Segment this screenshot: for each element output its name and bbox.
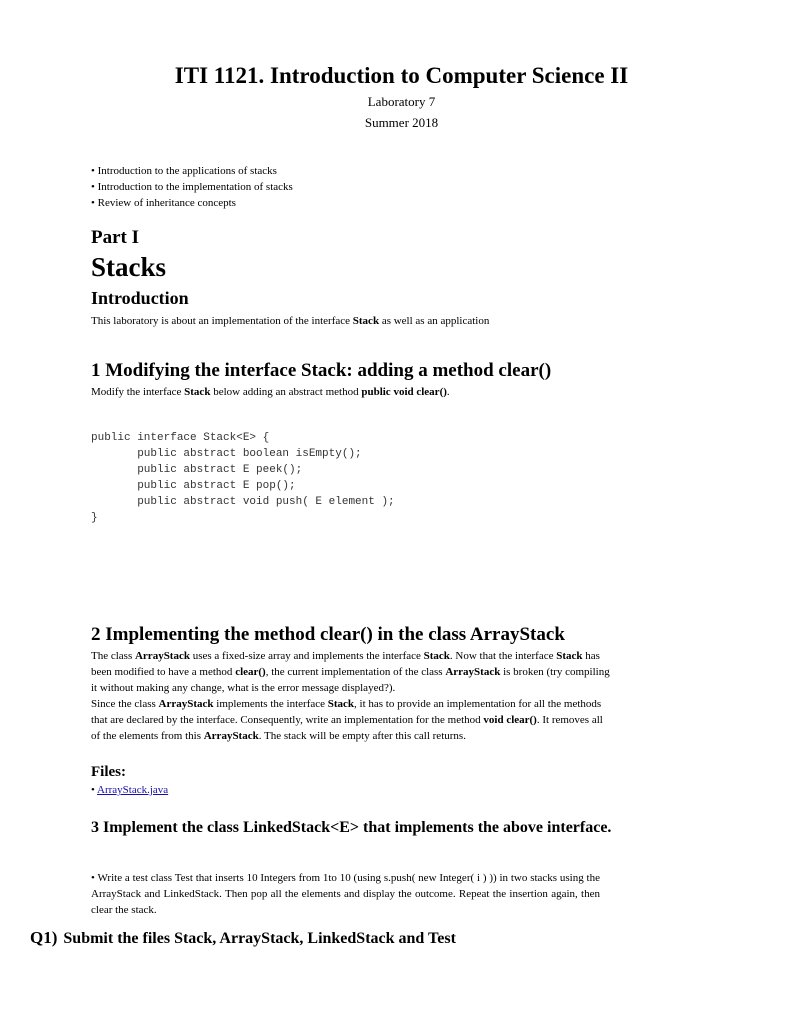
code-line: public abstract E pop(); [91, 480, 296, 492]
objective-item: • Introduction to the applications of stacks [91, 165, 277, 177]
section-2-paragraph-2: Since the class ArrayStack implements the interface Stack, it has to provide an implementation for all the methods that are declared by the interface. Consequently, write an implementation for the method void clear(). It removes all of the elements from this ArrayStack. The stack will be empty after this call returns. [91, 698, 603, 742]
lab-number: Laboratory 7 [367, 94, 436, 109]
code-line: public abstract boolean isEmpty(); [91, 448, 362, 460]
code-block [91, 430, 395, 526]
code-line: public abstract void push( E element ); [91, 496, 395, 508]
introduction-text: This laboratory is about an implementation of the interface Stack as well as an application [91, 315, 490, 327]
question-label: Q1) [30, 928, 58, 947]
topic-heading: Stacks [91, 252, 167, 282]
file-list-item: • ArrayStack.java [91, 784, 169, 796]
arraystack-file-link[interactable]: ArrayStack.java [97, 784, 169, 796]
question-1 [30, 928, 456, 949]
section-1-text: Modify the interface Stack below adding an abstract method public void clear(). [91, 386, 450, 398]
section-3-heading: 3 Implement the class LinkedStack<E> that implements the above interface. [91, 819, 612, 836]
section-3-task: • Write a test class Test that inserts 10 Integers from 1to 10 (using s.push( new Integer( i ) )) in two stacks using the ArrayStack and LinkedStack. Then pop all the elements and display the outcome. Repeat the insertion again, then clear the stack. [91, 872, 600, 916]
introduction-heading: Introduction [91, 288, 189, 308]
page-title: ITI 1121. Introduction to Computer Science II [174, 63, 629, 88]
section-1-heading: 1 Modifying the interface Stack: adding a method clear() [91, 360, 552, 381]
objective-item: • Review of inheritance concepts [91, 197, 236, 209]
lab-term: Summer 2018 [364, 115, 439, 130]
code-line: public interface Stack<E> { [91, 432, 270, 444]
section-2-paragraph-1: The class ArrayStack uses a fixed-size array and implements the interface Stack. Now that the interface Stack has been modified to have a method clear(), the current implementation of the class ArrayStack is broken (try compiling it without making any change, what is the error message displayed?). [91, 650, 610, 694]
part-heading: Part I [91, 227, 140, 248]
objective-item: • Introduction to the implementation of stacks [91, 181, 293, 193]
code-line: public abstract E peek(); [91, 464, 303, 476]
question-text: Submit the files Stack, ArrayStack, LinkedStack and Test [63, 930, 456, 947]
section-2-heading: 2 Implementing the method clear() in the class ArrayStack [91, 624, 565, 645]
files-heading: Files: [91, 764, 126, 780]
code-line: } [91, 512, 98, 524]
